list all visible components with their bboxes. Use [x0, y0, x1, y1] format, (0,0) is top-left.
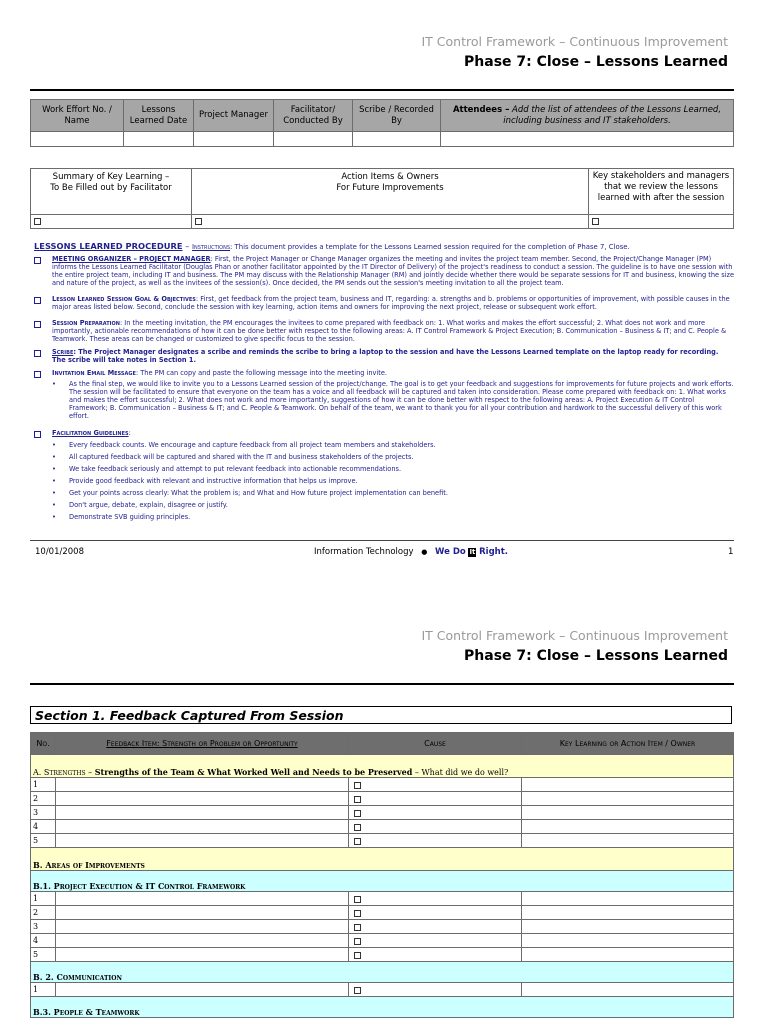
areas-row: B. Areas of Improvements — [31, 848, 734, 871]
instructions-text: : This document provides a template for the Lessons Learned session required for the completion of Phase 7, Close. — [230, 243, 630, 251]
checkbox-icon — [354, 838, 361, 845]
it-logo-icon: It — [469, 548, 476, 556]
meeting-organizer-item — [34, 255, 734, 287]
checkbox-icon — [34, 321, 41, 328]
invitation-item — [34, 369, 734, 377]
facil-colon: : — [128, 429, 131, 437]
bullet-icon: • — [52, 453, 56, 461]
scribe-item — [34, 348, 734, 364]
bullet-icon: • — [52, 441, 56, 449]
checkbox-icon — [34, 350, 41, 357]
session-preparation-item — [34, 319, 734, 343]
lessons-date-header: Lessons Learned Date — [124, 100, 194, 132]
checkbox-icon — [592, 218, 599, 225]
attendees-header — [441, 100, 734, 132]
page2-header-subtitle: IT Control Framework – Continuous Improvement — [421, 628, 728, 643]
work-effort-cell[interactable] — [31, 132, 124, 147]
footer-bullet: ● — [421, 548, 428, 556]
b3-row: B.3. People & Teamwork — [31, 997, 734, 1018]
action-items-sub: For Future Improvements — [336, 183, 444, 193]
guideline-item: • All captured feedback will be captured and shared with the IT and business stakeholders of the projects. — [52, 453, 414, 461]
procedure-dash: – — [182, 241, 192, 251]
guideline-item: • Provide good feedback with relevant and instructive information that helps us improve. — [52, 477, 358, 485]
feedback-item-header: Feedback Item: Strength or Problem or Opportunity — [56, 733, 349, 755]
bullet-icon: • — [52, 489, 56, 497]
action-input-cell[interactable] — [192, 215, 589, 229]
invite-text: : The PM can copy and paste the following message into the meeting invite. — [135, 369, 387, 377]
strengths-question: – What did we do well? — [412, 768, 509, 777]
invitation-message — [34, 380, 734, 420]
checkbox-icon — [354, 824, 361, 831]
page2-header-title: Phase 7: Close – Lessons Learned — [464, 648, 728, 664]
guideline-item: • Get your points across clearly: What the problem is; and What and How future project implementation can benefit. — [52, 489, 448, 497]
table-row: 4 — [31, 934, 734, 948]
table-row: 1 — [31, 983, 734, 997]
info-table — [30, 99, 734, 147]
summary-title: Summary of Key Learning – — [52, 172, 170, 182]
attendees-label: Attendees – — [452, 104, 510, 115]
project-manager-header: Project Manager — [194, 100, 274, 132]
summary-col2 — [192, 169, 589, 215]
stakeholders-input-cell[interactable] — [589, 215, 734, 229]
checkbox-icon — [354, 938, 361, 945]
section1-title: Section 1. Feedback Captured From Session — [30, 706, 732, 724]
facilitator-header: Facilitator/ Conducted By — [274, 100, 353, 132]
cause-header: Cause — [349, 733, 522, 755]
footer-page: 1 — [728, 547, 734, 557]
motto-right: Right. — [479, 547, 508, 557]
footer-date: 10/01/2008 — [35, 547, 84, 557]
header-title: Phase 7: Close – Lessons Learned — [464, 54, 728, 70]
facilitator-cell[interactable] — [274, 132, 353, 147]
scribe-cell[interactable] — [353, 132, 441, 147]
summary-table — [30, 168, 734, 229]
bullet-icon: • — [52, 513, 56, 521]
table-row: 4 — [31, 820, 734, 834]
action-items-title: Action Items & Owners — [341, 172, 439, 182]
table-row: 1 — [31, 778, 734, 792]
summary-col1 — [31, 169, 192, 215]
strengths-prefix: A. Strengths – — [33, 768, 95, 777]
page2-header-rule — [30, 683, 734, 685]
feedback-table — [30, 732, 734, 1018]
no-header: No. — [31, 733, 56, 755]
checkbox-icon — [34, 257, 41, 264]
bullet-icon: • — [52, 465, 56, 473]
lessons-date-cell[interactable] — [124, 132, 194, 147]
header-rule — [30, 89, 734, 91]
summary-sub: To Be Filled out by Facilitator — [50, 183, 172, 193]
work-effort-header: Work Effort No. / Name — [31, 100, 124, 132]
table-row: 5 — [31, 948, 734, 962]
b1-row: B.1. Project Execution & IT Control Framework — [31, 871, 734, 892]
strengths-row — [31, 755, 734, 778]
guideline-item: • Every feedback counts. We encourage and capture feedback from all project team members and stakeholders. — [52, 441, 436, 449]
strengths-title: Strengths of the Team & What Worked Well and Needs to be Preserved — [94, 767, 413, 777]
facil-label: Facilitation Guidelines — [52, 429, 129, 437]
checkbox-icon — [354, 987, 361, 994]
checkbox-icon — [354, 910, 361, 917]
table-row: 2 — [31, 906, 734, 920]
summary-input-cell[interactable] — [31, 215, 192, 229]
table-row: 2 — [31, 792, 734, 806]
footer-motto — [314, 547, 508, 557]
footer-rule — [30, 540, 734, 541]
checkbox-icon — [34, 371, 41, 378]
checkbox-icon — [354, 924, 361, 931]
invitation-message-text: As the final step, we would like to invite you to a Lessons Learned session of the project/change. The goal is to get your feedback and suggestions for improvements for future projects and work efforts. The session will be facilitated to ensure that everyone on the team has a voice and all feedback will be captured and taken into consideration. Please come prepared with feedback on: 1. What works and makes the effort successful; 2. What does not work and more importantly, suggestions of how it can be done better with respect to the following areas: A. Project Execution & IT Control Framework; B. Communication – Business & IT; and C. People & Teamwork. On behalf of the team, we want to thank you for all your contribution and hardwork to the successful delivery of this work effort. — [69, 380, 734, 421]
prep-text: : In the meeting invitation, the PM encourages the invitees to come prepared with feedback on: 1. What works and makes the effort successful; 2. What does not work and more importantly, actionable recommendations of how it can be done better with respect to the following areas: A. IT Control Framework & Project Execution; B. Communication – Business & IT; and C. People & Teamwork. These areas can be changed or customized to give specific focus to the session. — [52, 319, 727, 344]
bullet-icon: • — [52, 477, 56, 485]
session-goal-item — [34, 295, 734, 311]
checkbox-icon — [354, 952, 361, 959]
table-row: 3 — [31, 806, 734, 820]
b2-row: B. 2. Communication — [31, 962, 734, 983]
stakeholders-col: Key stakeholders and managers that we review the lessons learned with after the session — [589, 169, 734, 215]
checkbox-icon — [34, 431, 41, 438]
table-row: 3 — [31, 920, 734, 934]
procedure-heading: LESSONS LEARNED PROCEDURE — [34, 241, 183, 251]
bullet-icon: • — [52, 380, 56, 388]
footer-dept: Information Technology — [314, 547, 414, 557]
project-manager-cell[interactable] — [194, 132, 274, 147]
checkbox-icon — [34, 218, 41, 225]
guideline-item: • Demonstrate SVB guiding principles. — [52, 513, 191, 521]
facilitation-heading-item — [34, 429, 734, 437]
checkbox-icon — [195, 218, 202, 225]
procedure-heading-line — [34, 242, 734, 251]
motto-we-do: We Do — [435, 547, 466, 557]
goal-text: : First, get feedback from the project team, business and IT, regarding: a. strengths and b. problems or opportunities of improvement, with possible causes in the major areas listed below. Second, conclude the session with key learning, action items and owners for improving the next project, release or subsequent work effort. — [52, 295, 730, 312]
scribe-text: : The Project Manager designates a scribe and reminds the scribe to bring a laptop to the session and have the Lessons Learned template on the laptop ready for recording. The scribe will take notes in Section 1. — [52, 348, 719, 365]
guideline-item: • We take feedback seriously and attempt to put relevant feedback into actionable recommendations. — [52, 465, 402, 473]
table-row: 5 — [31, 834, 734, 848]
checkbox-icon — [354, 810, 361, 817]
invite-label: Invitation Email Message — [52, 369, 136, 377]
prep-label: Session Preparation — [52, 319, 120, 327]
meeting-text: : First, the Project Manager or Change Manager organizes the meeting and invites the project team member. Second, the Project/Change Manager (PM) informs the Lessons Learned Facilitator (Douglas Phan or another facilitator appointed by the IT Director of Delivery) of the project's readiness to conduct a session. The guideline is to have one session with the entire project team, including IT and business. The PM may discuss with the Relationship Manager (RM) and jointly decide whether there would be separate sessions for IT and business, knowing the size and nature of the project, as well as the invitees of the session(s). Once decided, the PM sends out the session's meeting invitation to all the project team. — [52, 255, 734, 288]
scribe-label: Scribe — [52, 348, 74, 356]
key-learning-header: Key Learning or Action Item / Owner — [522, 733, 734, 755]
scribe-header: Scribe / Recorded By — [353, 100, 441, 132]
guideline-item: • Don't argue, debate, explain, disagree or justify. — [52, 501, 228, 509]
checkbox-icon — [354, 896, 361, 903]
checkbox-icon — [354, 796, 361, 803]
checkbox-icon — [354, 782, 361, 789]
instructions-label: Instructions — [191, 243, 230, 251]
guidelines-list — [34, 441, 734, 525]
header-subtitle: IT Control Framework – Continuous Improvement — [421, 34, 728, 49]
checkbox-icon — [34, 297, 41, 304]
attendees-note: Add the list of attendees of the Lessons Learned, including business and IT stakeholders. — [503, 104, 722, 126]
attendees-cell[interactable] — [441, 132, 734, 147]
bullet-icon: • — [52, 501, 56, 509]
table-row: 1 — [31, 892, 734, 906]
meeting-label: MEETING ORGANIZER – PROJECT MANAGER — [52, 255, 211, 263]
goal-label: Lesson Learned Session Goal & Objectives — [52, 295, 196, 303]
